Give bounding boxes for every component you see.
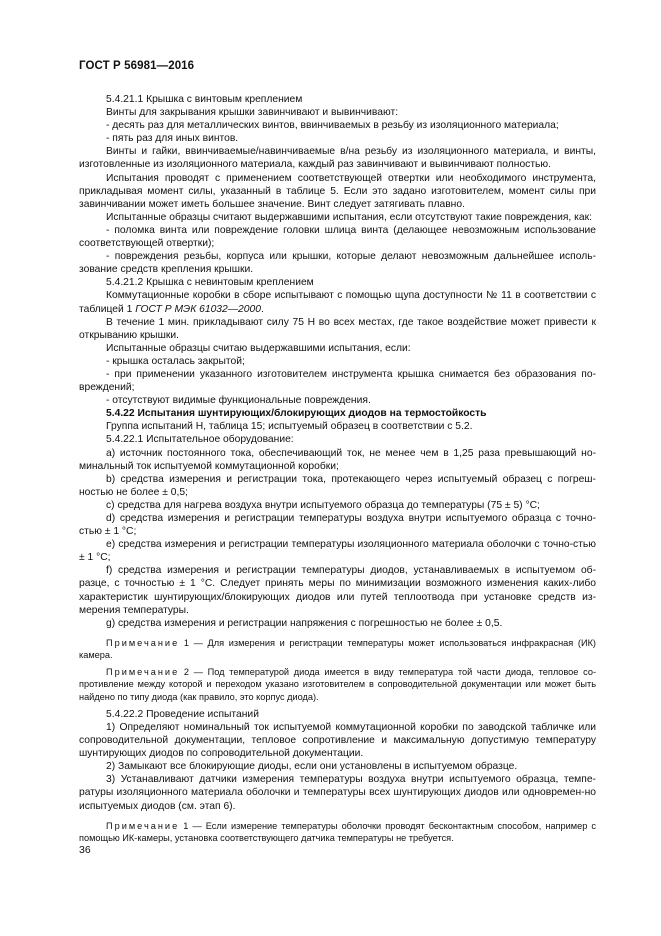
body-paragraph [79,211,596,224]
paragraph-text: b) средства измерения и регистрации тока, протекающего через испытуемый образец с погреш-ностью не более ± 0,5; [79,473,596,498]
body-paragraph [79,355,596,368]
paragraph-text: 1) Определяют номинальный ток испытуемой коммутационной коробки по заводской табличке или сопроводительной документации, тепловое сопротивление и максимальную допустимую температуру шунтирующих диодов по сопроводительной документации. [79,721,596,760]
body-paragraph [79,106,596,119]
body-paragraph [79,721,596,760]
body-paragraph [79,538,596,564]
section-heading [79,407,596,420]
body-paragraph [79,499,596,512]
paragraph-text: Винты и гайки, ввинчиваемые/навинчиваемые в/на резьбу из изоляционного материала, и винты, изготовленные из изоляционного материала, каждый раз завинчивают и вывинчивают полностью. [79,146,596,171]
note-text: 1 — Если измерение температуры оболочки проводят бесконтактным способом, например с помощью ИК-камеры, установка соответствующего датчика температуры не требуется. [79,820,596,843]
standard-reference: ГОСТ Р МЭК 61032—2000 [135,303,261,315]
document-body [79,93,596,849]
body-paragraph [79,760,596,773]
document-header: ГОСТ Р 56981—2016 [79,60,195,72]
body-paragraph [79,447,596,473]
paragraph-text: Испытанные образцы считаю выдержавшими испытания, если: [106,342,411,354]
body-paragraph [79,773,596,812]
body-paragraph [79,289,596,315]
note-paragraph [79,666,596,703]
paragraph-text: - повреждения резьбы, корпуса или крышки, которые делают невозможным дальнейшее исполь-зование средств крепления крышки. [79,251,596,276]
body-paragraph [79,394,596,407]
body-paragraph [79,473,596,499]
paragraph-text: - крышка осталась закрытой; [106,355,245,367]
paragraph-text: f) средства измерения и регистрации температуры диодов, устанавливаемых в испытуемом об-разце, с точностью ± 1 °С. Следует принять меры по минимизации возможного изменения каких-либо характеристик шунтирующих/блокирующих диодов или путей теплоотвода при установке средств из-мерения температуры. [79,565,596,616]
body-paragraph [79,342,596,355]
paragraph-text: - поломка винта или повреждение головки шлица винта (делающее невозможным использование соответствующей отвертки); [79,224,596,250]
body-paragraph [79,145,596,171]
paragraph-text: a) источник постоянного тока, обеспечивающий ток, не менее чем в 1,25 раза превышающий но-минальный ток испытуемой коммутационной коробки; [79,447,596,472]
paragraph-text: В течение 1 мин. прикладывают силу 75 Н во всех местах, где такое воздействие может привести к открыванию крышки. [79,316,596,341]
body-paragraph [79,420,596,433]
body-paragraph [79,433,596,446]
body-paragraph [79,512,596,538]
paragraph-text: Испытания проводят с применением соответствующей отвертки или необходимого инструмента, прикладывая момент силы, указанный в таблице 5. Если это задано изготовителем, момент силы при завинчивании может иметь большее значение. Винт следует затягивать плавно. [79,172,596,210]
body-paragraph [79,250,596,276]
paragraph-text: - десять раз для металлических винтов, ввинчиваемых в резьбу из изоляционного материала; [106,120,559,132]
paragraph-text: - пять раз для иных винтов. [106,133,239,145]
paragraph-text: 3) Устанавливают датчики измерения температуры воздуха внутри испытуемого образца, темпе-ратуры изоляционного материала оболочки и температуры всех шунтирующих диодов или одновремен-но испытуемых диодов (см. этап 6). [79,774,596,812]
paragraph-text: Группа испытаний Н, таблица 15; испытуемый образец в соответствии с 5.2. [106,421,473,433]
body-paragraph [79,564,596,616]
body-paragraph [79,316,596,342]
page-number: 36 [79,844,91,856]
note-paragraph [79,637,596,661]
note-text: 1 — Для измерения и регистрации температуры может использоваться инфракрасная (ИК) камера. [79,637,596,661]
body-paragraph [79,93,596,106]
body-paragraph [79,132,596,145]
paragraph-text: 5.4.22.2 Проведение испытаний [106,708,259,720]
paragraph-text: - при применении указанного изготовителем инструмента крышка снимается без образования по-вреждений; [79,368,596,394]
note-label: Примечание [106,820,180,831]
paragraph-text: 5.4.21.2 Крышка с невинтовым креплением [106,277,314,289]
paragraph-text: Коммутационные коробки в сборе испытывают с помощью щупа доступности № 11 в соответствии с таблицей 1 [79,290,596,315]
body-paragraph [79,708,596,721]
note-paragraph [79,820,596,844]
paragraph-suffix: . [260,303,264,315]
body-paragraph [79,119,596,132]
note-text: 2 — Под температурой диода имеется в виду температура той части диода, тепловое со-противление между которой и переходом указано изготовителем в сопроводительной документации или может быть найдено по типу диода (как правило, это корпус диода). [79,667,596,702]
paragraph-text: d) средства измерения и регистрации температуры воздуха внутри испытуемого образца с точно-стью ± 1 °С; [79,513,596,538]
paragraph-text: c) средства для нагрева воздуха внутри испытуемого образца до температуры (75 ± 5) °С; [106,499,540,511]
paragraph-text: g) средства измерения и регистрации напряжения с погрешностью не более ± 0,5. [106,617,503,629]
body-paragraph [79,172,596,211]
note-label: Примечание [106,637,180,648]
paragraph-text: e) средства измерения и регистрации температуры изоляционного материала оболочки с точно-стью ± 1 °С; [79,539,596,564]
paragraph-text: Испытанные образцы считают выдержавшими испытания, если отсутствуют такие повреждения, как: [106,211,592,223]
paragraph-text: 5.4.22 Испытания шунтирующих/блокирующих диодов на термостойкость [106,408,487,420]
note-label: Примечание [106,667,180,678]
body-paragraph [79,617,596,630]
body-paragraph [79,276,596,289]
body-paragraph [79,368,596,394]
paragraph-text: 5.4.22.1 Испытательное оборудование: [106,434,294,446]
body-paragraph [79,224,596,250]
paragraph-text: 5.4.21.1 Крышка с винтовым креплением [106,94,303,105]
paragraph-text: 2) Замыкают все блокирующие диоды, если они установлены в испытуемом образце. [106,761,518,773]
paragraph-text: - отсутствуют видимые функциональные повреждения. [106,395,371,407]
paragraph-text: Винты для закрывания крышки завинчивают и вывинчивают: [106,107,399,119]
